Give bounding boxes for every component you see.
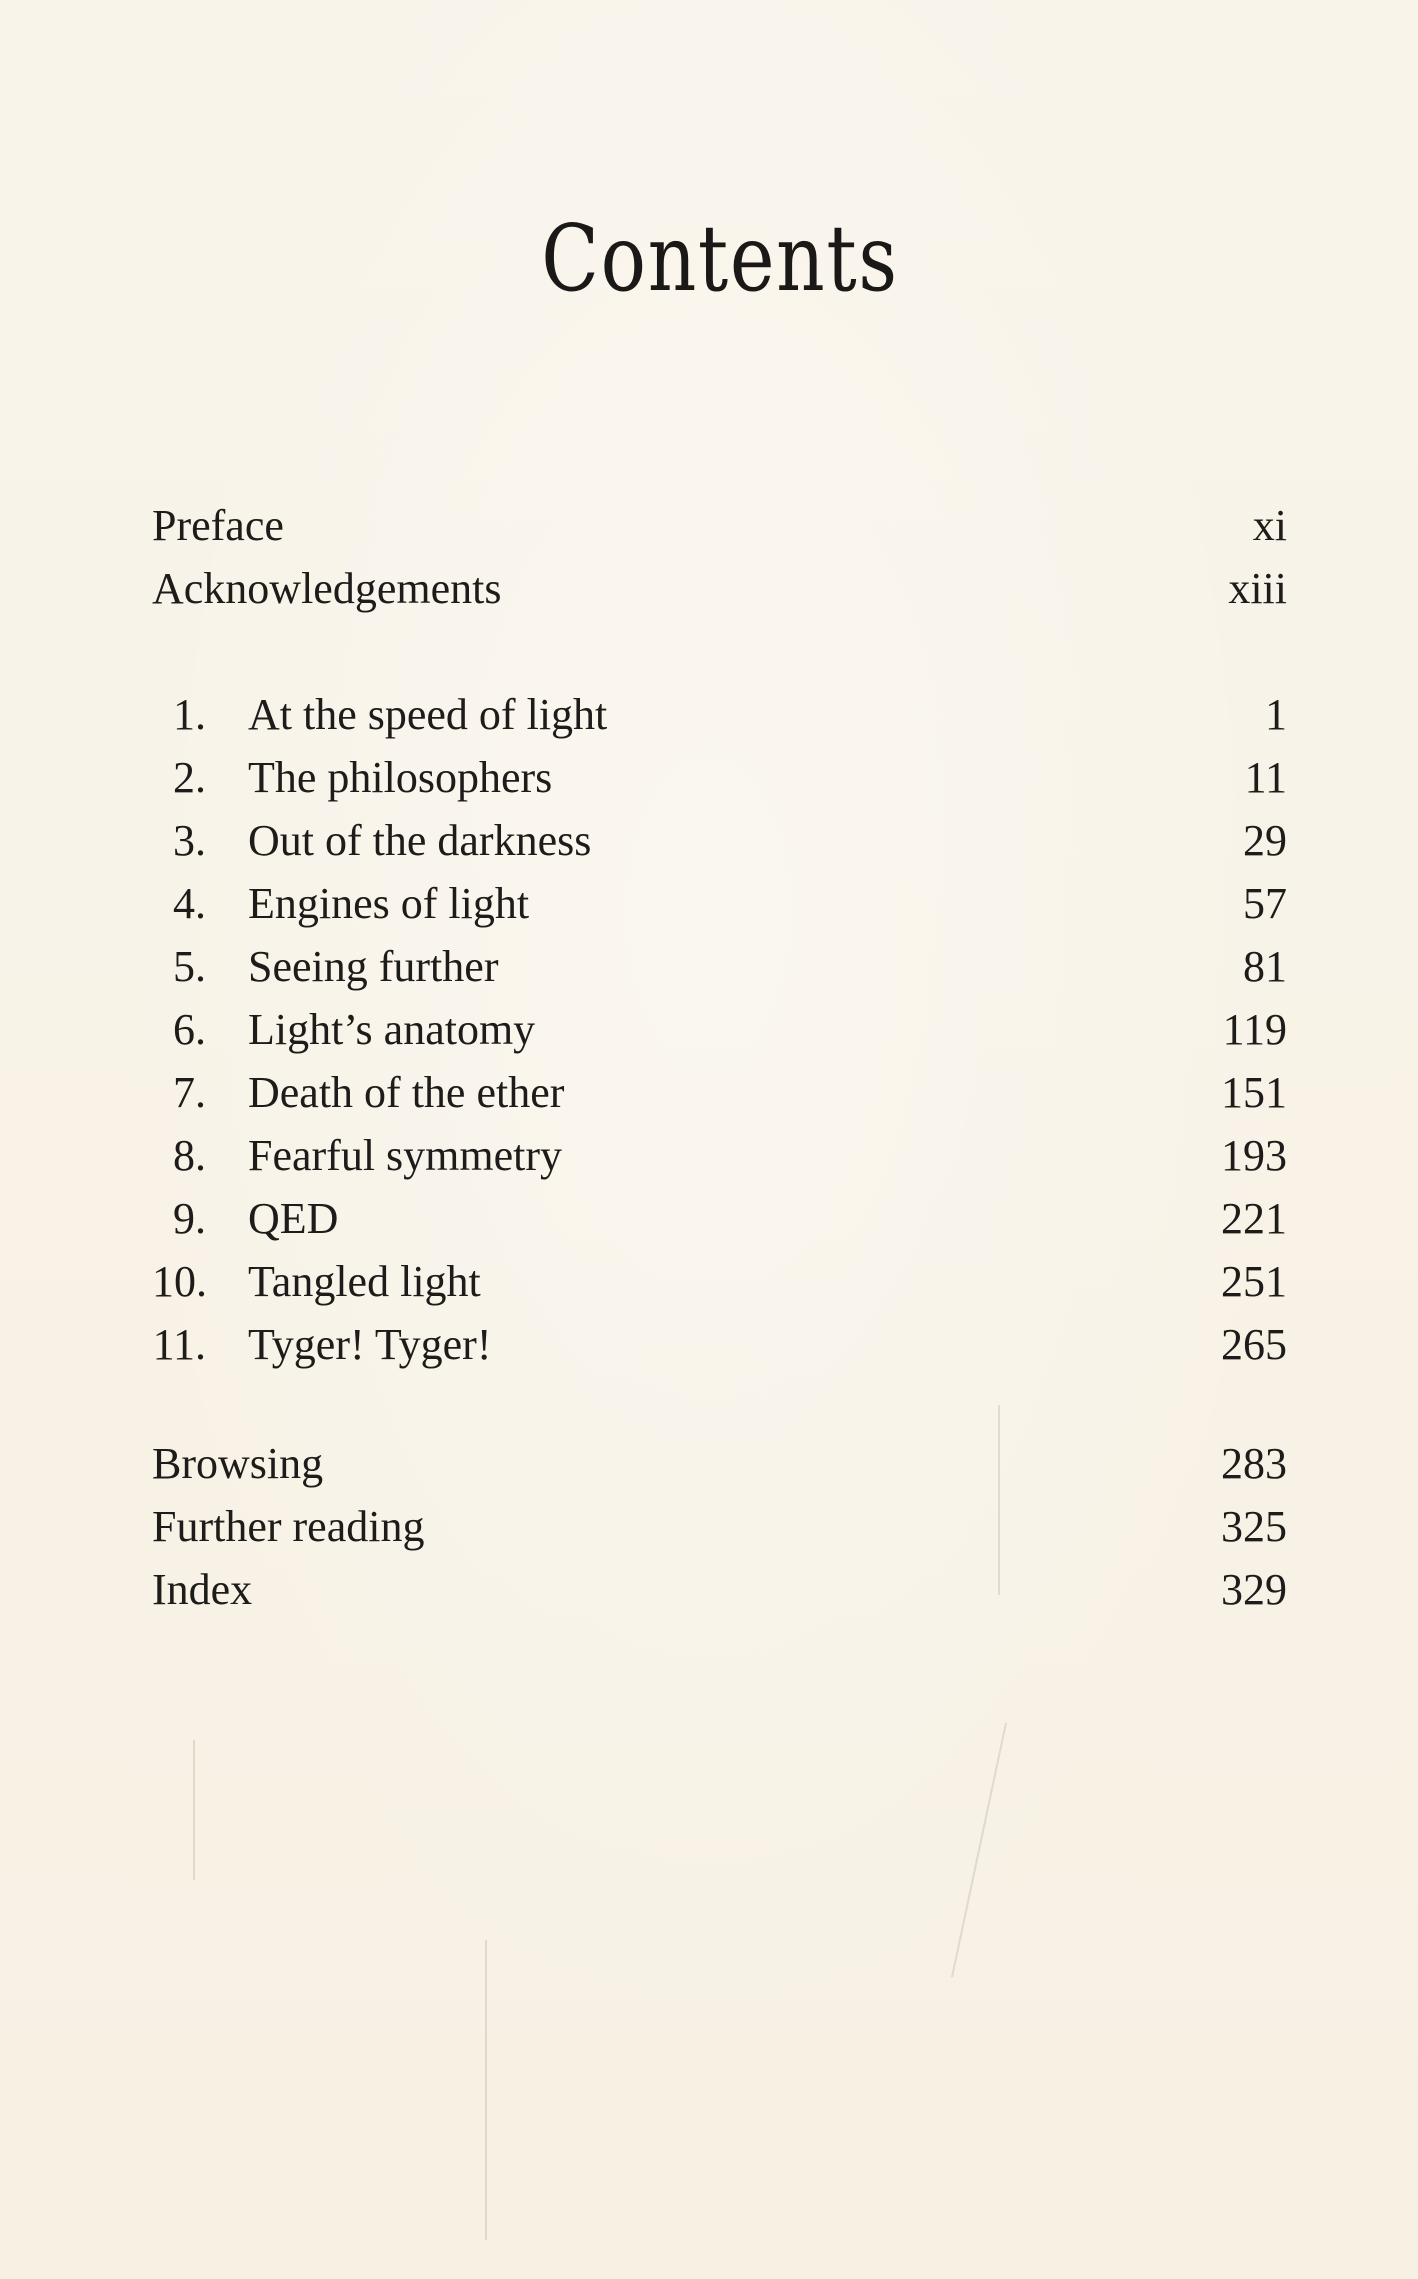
chapter-title: Death of the ether	[248, 1068, 565, 1117]
chapter-title: QED	[248, 1194, 339, 1243]
entry-title: Index	[152, 1565, 253, 1614]
front-matter-list	[152, 494, 1287, 620]
chapter-title: At the speed of light	[248, 690, 608, 739]
chapter-title: Tangled light	[248, 1257, 481, 1306]
chapter-number: 7.	[173, 1068, 206, 1117]
toc-chapter-entry[interactable]	[152, 872, 1287, 935]
chapter-number: 1.	[173, 690, 206, 739]
toc-chapter-entry[interactable]	[152, 1187, 1287, 1250]
toc-chapter-entry[interactable]	[152, 746, 1287, 809]
toc-entry[interactable]	[152, 494, 1287, 557]
back-matter-list	[152, 1432, 1287, 1621]
entry-title: Further reading	[152, 1502, 425, 1551]
toc-chapter-entry[interactable]	[152, 683, 1287, 746]
entry-title: Browsing	[152, 1439, 324, 1488]
chapter-list	[152, 683, 1287, 1376]
toc-chapter-entry[interactable]	[152, 1124, 1287, 1187]
toc-entry[interactable]	[152, 557, 1287, 620]
entry-page-number: 329	[1221, 1565, 1287, 1614]
entry-page-number: 119	[1222, 1005, 1287, 1054]
paper-crease	[193, 1740, 195, 1880]
chapter-number: 11.	[152, 1320, 206, 1369]
entry-page-number: 57	[1243, 879, 1287, 928]
chapter-number: 3.	[173, 816, 206, 865]
entry-page-number: 221	[1221, 1194, 1287, 1243]
entry-page-number: 325	[1221, 1502, 1287, 1551]
paper-crease	[951, 1723, 1007, 1978]
entry-page-number: 283	[1221, 1439, 1287, 1488]
chapter-number: 10.	[152, 1257, 207, 1306]
chapter-title: Light’s anatomy	[248, 1005, 536, 1054]
entry-page-number: xiii	[1228, 564, 1287, 613]
entry-page-number: 251	[1221, 1257, 1287, 1306]
entry-title: Preface	[152, 501, 284, 550]
entry-page-number: 193	[1221, 1131, 1287, 1180]
chapter-title: Out of the darkness	[248, 816, 592, 865]
toc-chapter-entry[interactable]	[152, 809, 1287, 872]
chapter-title: Engines of light	[248, 879, 530, 928]
chapter-title: The philosophers	[248, 753, 553, 802]
chapter-number: 9.	[173, 1194, 206, 1243]
entry-page-number: 1	[1265, 690, 1287, 739]
entry-title: Acknowledgements	[152, 564, 502, 613]
entry-page-number: 29	[1243, 816, 1287, 865]
entry-page-number: xi	[1252, 501, 1287, 550]
chapter-number: 5.	[173, 942, 206, 991]
chapter-title: Seeing further	[248, 942, 499, 991]
toc-chapter-entry[interactable]	[152, 935, 1287, 998]
entry-page-number: 11	[1244, 753, 1287, 802]
paper-crease	[485, 1940, 487, 2240]
chapter-number: 2.	[173, 753, 206, 802]
toc-chapter-entry[interactable]	[152, 1250, 1287, 1313]
toc-entry[interactable]	[152, 1432, 1287, 1495]
toc-chapter-entry[interactable]	[152, 998, 1287, 1061]
page-title: Contents	[541, 205, 899, 312]
chapter-title: Tyger! Tyger!	[248, 1320, 492, 1369]
chapter-number: 6.	[173, 1005, 206, 1054]
entry-page-number: 265	[1221, 1320, 1287, 1369]
chapter-number: 4.	[173, 879, 206, 928]
toc-entry[interactable]	[152, 1495, 1287, 1558]
toc-chapter-entry[interactable]	[152, 1313, 1287, 1376]
toc-entry[interactable]	[152, 1558, 1287, 1621]
entry-page-number: 81	[1243, 942, 1287, 991]
entry-page-number: 151	[1221, 1068, 1287, 1117]
chapter-title: Fearful symmetry	[248, 1131, 563, 1180]
chapter-number: 8.	[173, 1131, 206, 1180]
toc-chapter-entry[interactable]	[152, 1061, 1287, 1124]
